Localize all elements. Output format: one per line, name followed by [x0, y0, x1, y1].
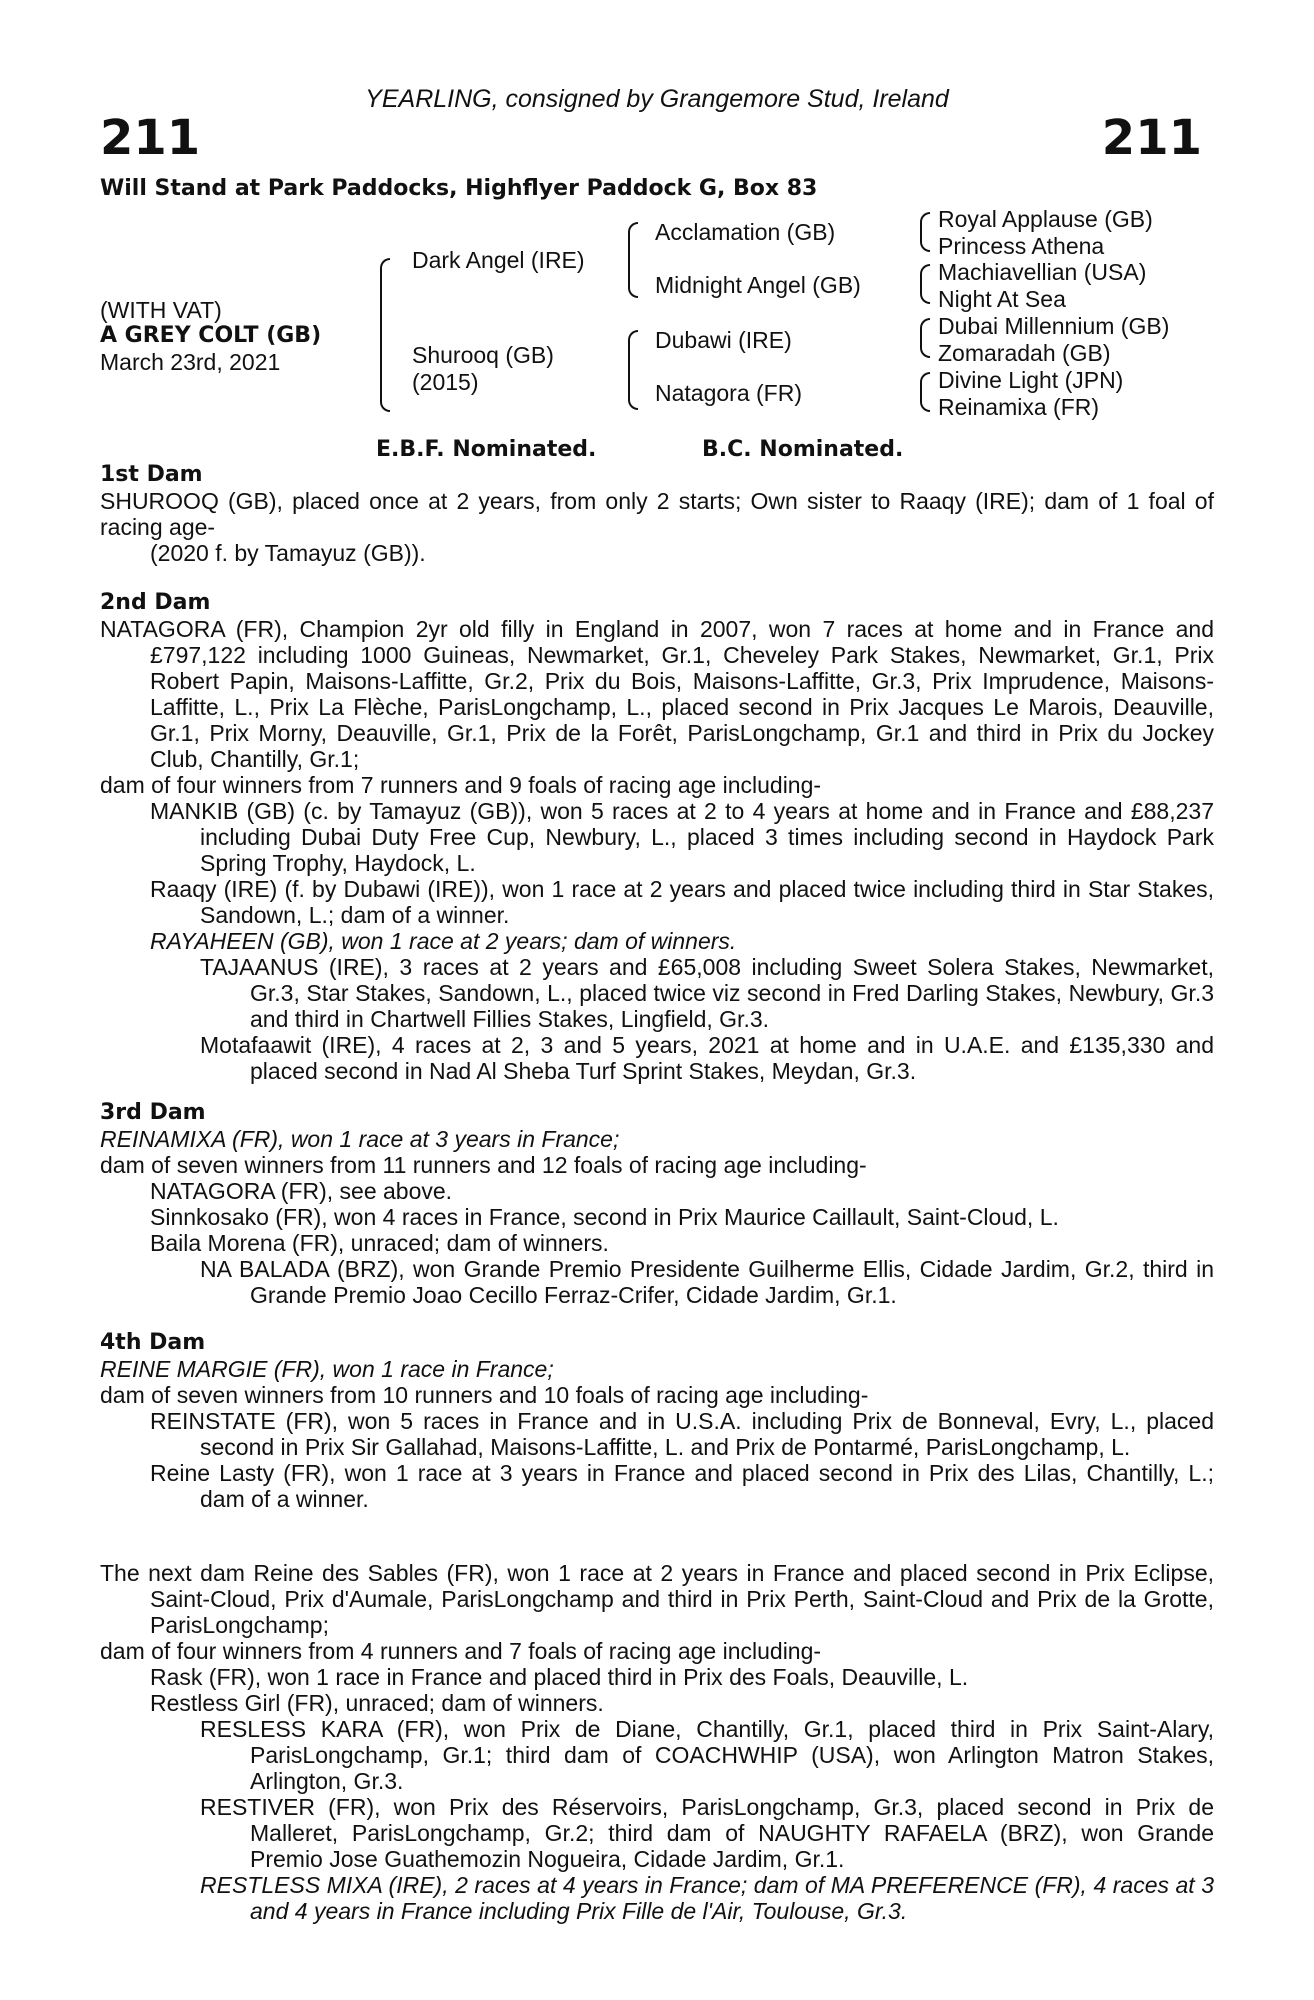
second-dam-section: [100, 590, 1214, 1084]
pedigree-dam-sire: Dubawi (IRE): [655, 327, 792, 353]
pedigree-g3-5: Dubai Millennium (GB): [938, 313, 1170, 339]
produce-restless-mixa: RESTLESS MIXA (IRE), 2 races at 4 years in France; dam of MA PREFERENCE (FR), 4 races at 3 and 4 years in France including Prix Fille de l'Air, Toulouse, Gr.3.: [200, 1872, 1214, 1924]
pedigree-g3-8: Reinamixa (FR): [938, 394, 1100, 420]
pedigree-g3-2: Princess Athena: [938, 233, 1105, 259]
second-dam-produce: dam of four winners from 7 runners and 9 foals of racing age including-: [100, 772, 822, 798]
pedigree-brace-sire: [628, 222, 638, 298]
bc-nominated: B.C. Nominated.: [702, 437, 904, 462]
produce-na-balada: NA BALADA (BRZ), won Grande Premio Presidente Guilherme Ellis, Cidade Jardim, Gr.2, third in Grande Premio Joao Cecillo Ferraz-Crifer, Cidade Jardim, Gr.1.: [200, 1256, 1214, 1308]
produce-rask: Rask (FR), won 1 race in France and placed third in Prix des Foals, Deauville, L.: [150, 1664, 969, 1690]
ebf-nominated: E.B.F. Nominated.: [376, 437, 597, 462]
pedigree-sire: Dark Angel (IRE): [412, 247, 585, 273]
pedigree-brace-dam: [628, 330, 638, 410]
foaling-date: March 23rd, 2021: [100, 349, 281, 375]
lot-number-right: 211: [1101, 110, 1202, 166]
fourth-dam-produce: dam of seven winners from 10 runners and 10 foals of racing age including-: [100, 1382, 869, 1408]
produce-raaqy: Raaqy (IRE) (f. by Dubawi (IRE)), won 1 race at 2 years and placed twice including third in Star Stakes, Sandown, L.; dam of a winner.: [150, 876, 1214, 928]
second-dam-intro: NATAGORA (FR), Champion 2yr old filly in England in 2007, won 7 races at home and in France and £797,122 including 1000 Guineas, Newmarket, Gr.1, Cheveley Park Stakes, Newmarket, Gr.1, Prix Robert Papin, Maisons-Laffitte, Gr.2, Prix du Bois, Maisons-Laffitte, Gr.3, Prix Imprudence, Maisons-Laffitte, L., Prix La Flèche, ParisLongchamp, L., placed second in Prix Jacques Le Marois, Deauville, Gr.1, Prix Morny, Deauville, Gr.1, Prix de la Forêt, ParisLongchamp, Gr.1 and third in Prix du Jockey Club, Chantilly, Gr.1;: [100, 616, 1214, 772]
pedigree-brace-g3-3: [920, 318, 930, 358]
horse-name: A GREY COLT (GB): [100, 323, 322, 348]
pedigree-g3-6: Zomaradah (GB): [938, 340, 1111, 366]
next-dam-section: [100, 1560, 1214, 1924]
second-dam-heading: 2nd Dam: [100, 590, 211, 615]
produce-natagora: NATAGORA (FR), see above.: [150, 1178, 453, 1204]
pedigree-brace-g3-1: [920, 212, 930, 252]
produce-resless-kara: RESLESS KARA (FR), won Prix de Diane, Chantilly, Gr.1, placed third in Prix Saint-Alary, ParisLongchamp, Gr.1; third dam of COACHWHIP (USA), won Arlington Matron Stakes, Arlington, Gr.3.: [200, 1716, 1214, 1794]
pedigree-dam: Shurooq (GB): [412, 342, 554, 368]
produce-sinnkosako: Sinnkosako (FR), won 4 races in France, second in Prix Maurice Caillault, Saint-Cloud, L.: [150, 1204, 1059, 1230]
next-dam-produce: dam of four winners from 4 runners and 7 foals of racing age including-: [100, 1638, 822, 1664]
consignor-line: YEARLING, consigned by Grangemore Stud, Ireland: [365, 85, 949, 113]
next-dam-intro: The next dam Reine des Sables (FR), won 1 race at 2 years in France and placed second in Prix Eclipse, Saint-Cloud, Prix d'Aumale, ParisLongchamp and third in Prix Perth, Saint-Cloud and Prix de la Grotte, ParisLongchamp;: [100, 1560, 1214, 1638]
pedigree-dam-dam: Natagora (FR): [655, 380, 802, 406]
stand-location: Will Stand at Park Paddocks, Highflyer Paddock G, Box 83: [100, 176, 818, 201]
first-dam-heading: 1st Dam: [100, 462, 203, 487]
pedigree-g3-3: Machiavellian (USA): [938, 259, 1147, 285]
lot-number-left: 211: [100, 110, 201, 166]
produce-reinstate: REINSTATE (FR), won 5 races in France and in U.S.A. including Prix de Bonneval, Evry, L., placed second in Prix Sir Gallahad, Maisons-Laffitte, L. and Prix de Pontarmé, ParisLongchamp, L.: [150, 1408, 1214, 1460]
produce-tajaanus: TAJAANUS (IRE), 3 races at 2 years and £65,008 including Sweet Solera Stakes, Newmarket, Gr.3, Star Stakes, Sandown, L., placed twice viz second in Fred Darling Stakes, Newbury, Gr.3 and third in Chartwell Fillies Stakes, Lingfield, Gr.3.: [200, 954, 1214, 1032]
produce-restiver: RESTIVER (FR), won Prix des Réservoirs, ParisLongchamp, Gr.3, placed second in Prix de Malleret, ParisLongchamp, Gr.2; third dam of NAUGHTY RAFAELA (BRZ), won Grande Premio Jose Guathemozin Nogueira, Cidade Jardim, Gr.1.: [200, 1794, 1214, 1872]
fourth-dam-heading: 4th Dam: [100, 1330, 206, 1355]
first-dam-section: [100, 462, 1214, 566]
pedigree-dam-year: (2015): [412, 369, 479, 395]
pedigree-sire-dam: Midnight Angel (GB): [655, 272, 861, 298]
subject-horse: [100, 297, 321, 375]
pedigree-g3-7: Divine Light (JPN): [938, 367, 1124, 393]
produce-restless-girl: Restless Girl (FR), unraced; dam of winners.: [150, 1690, 604, 1716]
pedigree-g3-4: Night At Sea: [938, 286, 1066, 312]
produce-motafaawit: Motafaawit (IRE), 4 races at 2, 3 and 5 years, 2021 at home and in U.A.E. and £135,330 and placed second in Nad Al Sheba Turf Sprint Stakes, Meydan, Gr.3.: [200, 1032, 1214, 1084]
third-dam-section: [100, 1100, 1214, 1308]
pedigree-brace-g3-2: [920, 264, 930, 304]
produce-baila-morena: Baila Morena (FR), unraced; dam of winners.: [150, 1230, 609, 1256]
pedigree-brace-main: [380, 258, 390, 412]
produce-reine-lasty: Reine Lasty (FR), won 1 race at 3 years in France and placed second in Prix des Lilas, Chantilly, L.; dam of a winner.: [150, 1460, 1214, 1512]
first-dam-text: SHUROOQ (GB), placed once at 2 years, from only 2 starts; Own sister to Raaqy (IRE); dam of 1 foal of racing age-: [100, 488, 1214, 540]
third-dam-intro: REINAMIXA (FR), won 1 race at 3 years in France;: [100, 1126, 620, 1152]
fourth-dam-intro: REINE MARGIE (FR), won 1 race in France;: [100, 1356, 554, 1382]
produce-rayaheen: RAYAHEEN (GB), won 1 race at 2 years; dam of winners.: [150, 928, 737, 954]
vat-note: (WITH VAT): [100, 297, 222, 323]
pedigree-g3-1: Royal Applause (GB): [938, 206, 1153, 232]
third-dam-produce: dam of seven winners from 11 runners and 12 foals of racing age including-: [100, 1152, 867, 1178]
pedigree-brace-g3-4: [920, 372, 930, 412]
pedigree-sire-sire: Acclamation (GB): [655, 219, 836, 245]
produce-mankib: MANKIB (GB) (c. by Tamayuz (GB)), won 5 races at 2 to 4 years at home and in France and £88,237 including Dubai Duty Free Cup, Newbury, L., placed 3 times including second in Haydock Park Spring Trophy, Haydock, L.: [150, 798, 1214, 876]
third-dam-heading: 3rd Dam: [100, 1100, 206, 1125]
fourth-dam-section: [100, 1330, 1214, 1512]
first-dam-foal: (2020 f. by Tamayuz (GB)).: [150, 540, 426, 566]
